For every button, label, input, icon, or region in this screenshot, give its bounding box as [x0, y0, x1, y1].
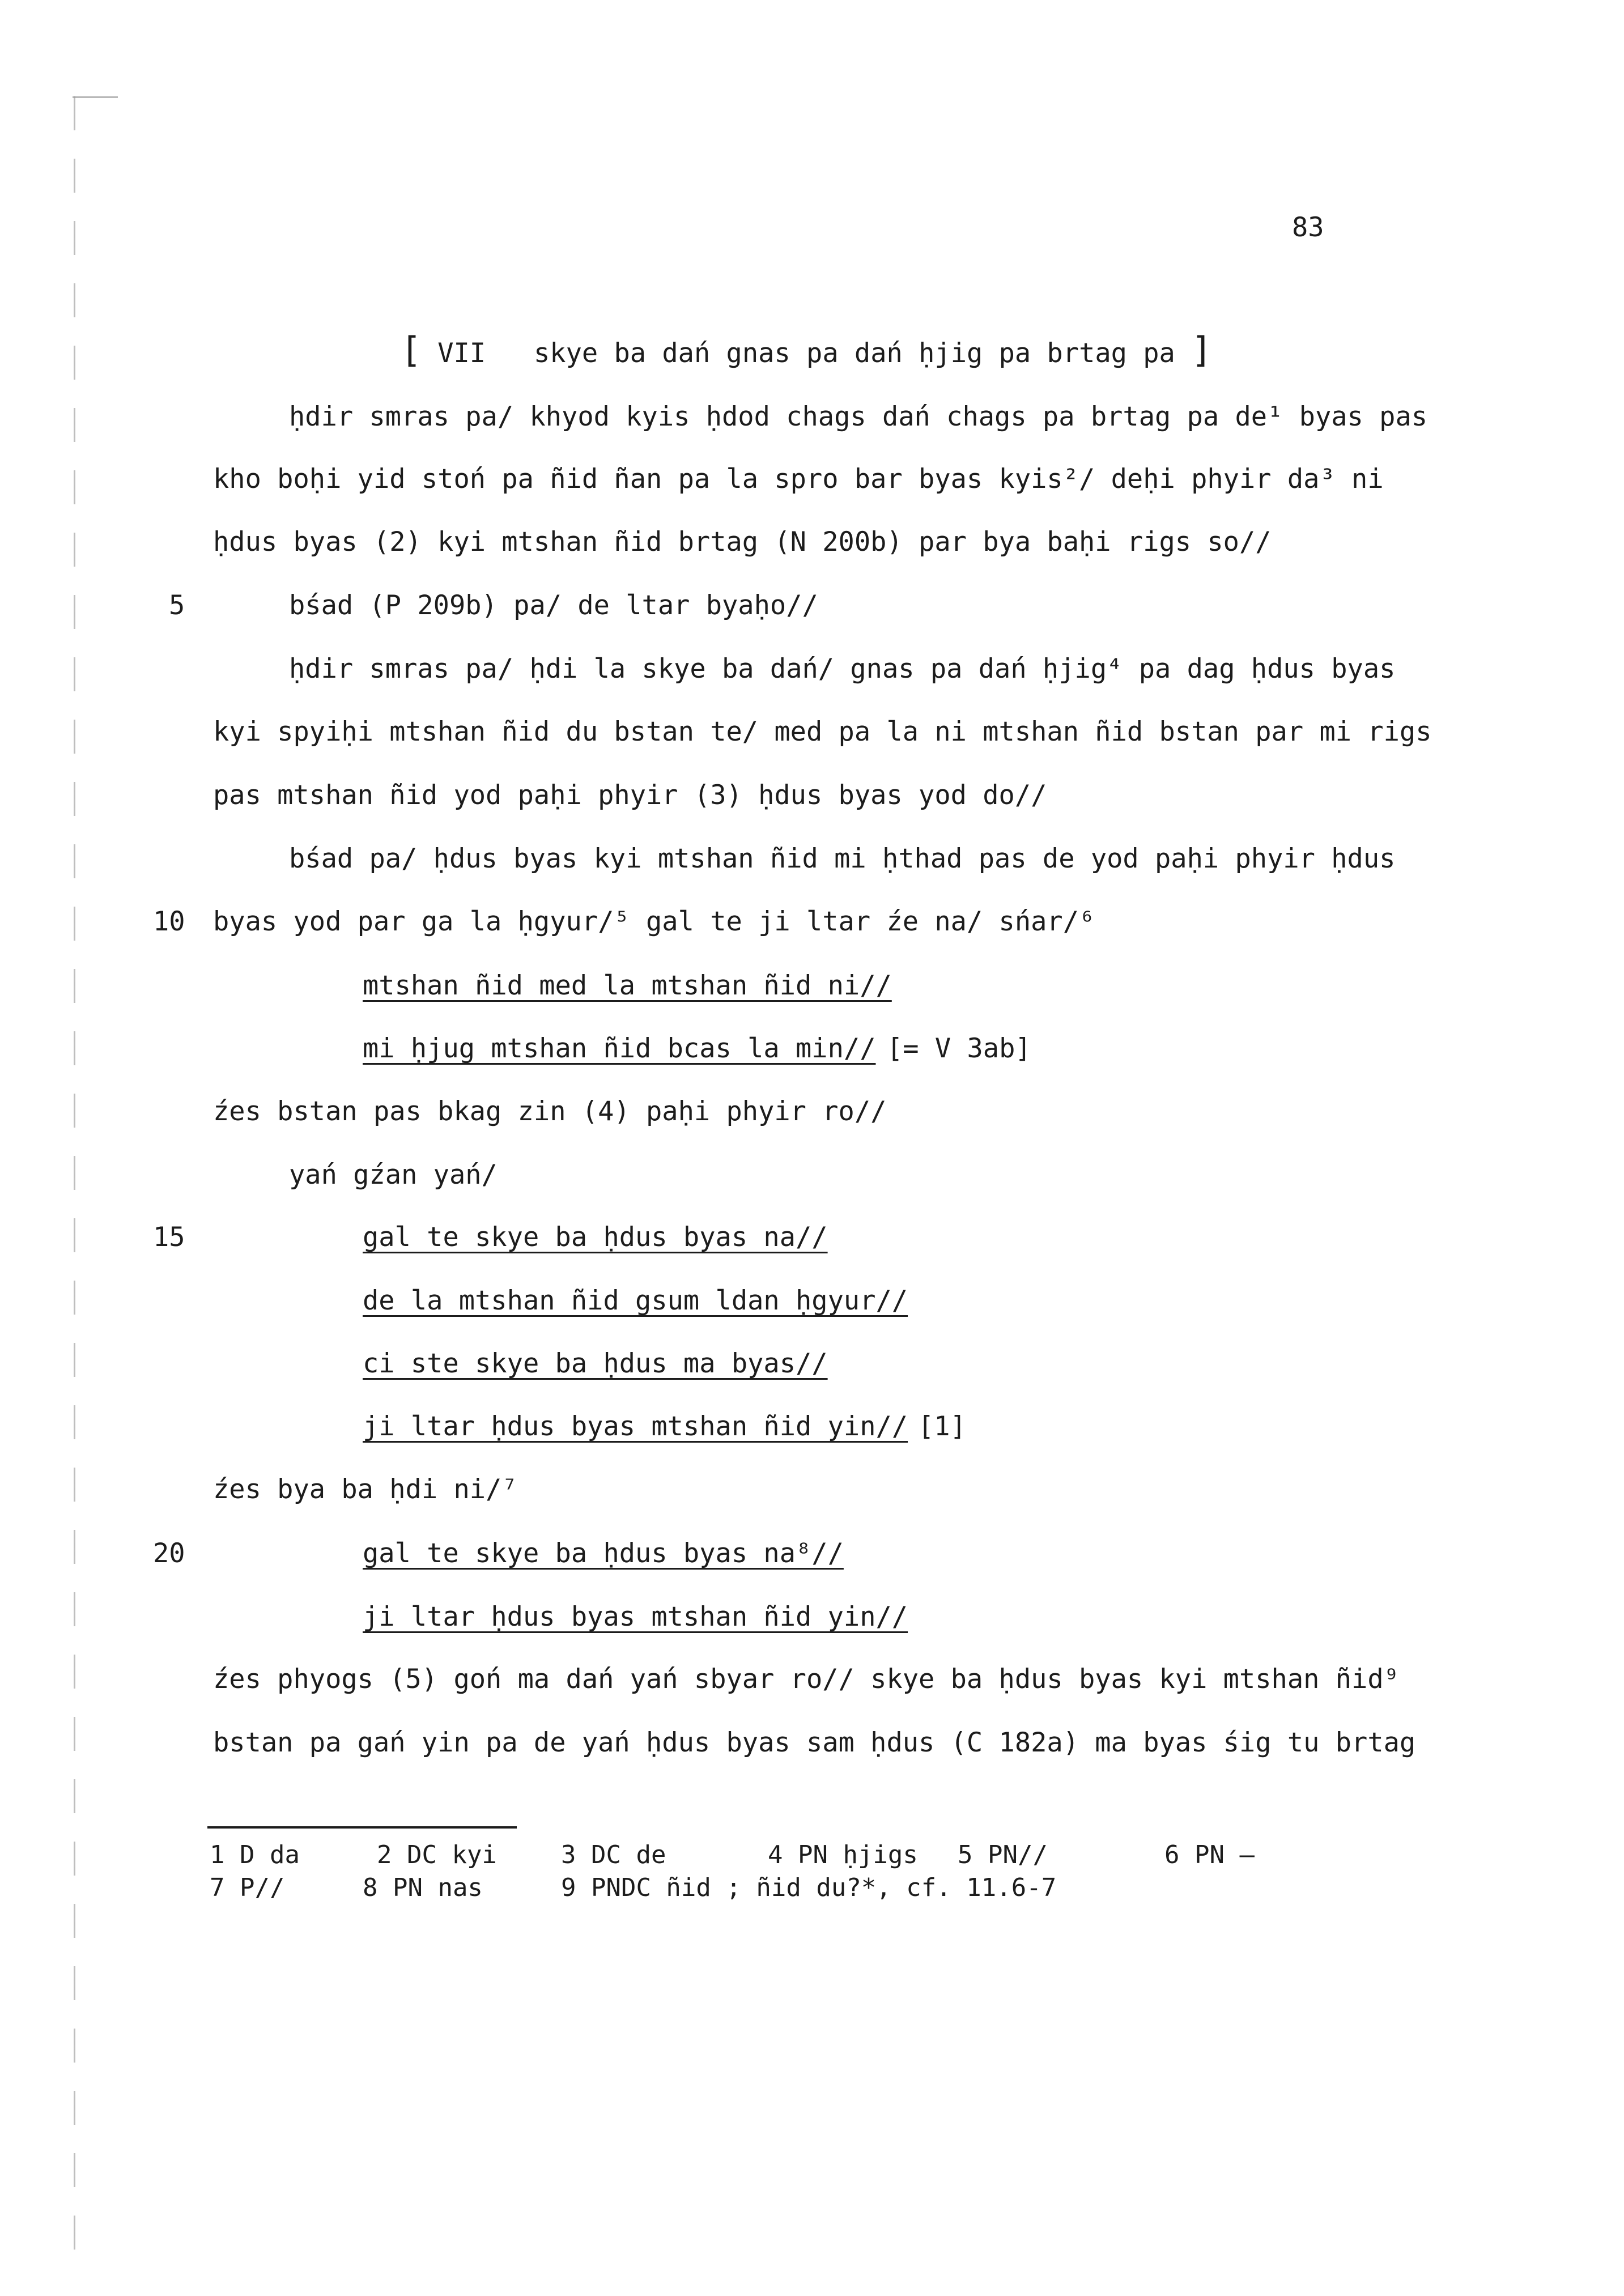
page-number: 83 — [1292, 212, 1324, 243]
footnote: 5 PN// — [958, 1840, 1048, 1869]
footnote: 4 PN ḥjigs — [768, 1840, 918, 1869]
heading-open-bracket: [ — [400, 329, 422, 371]
verse-line: ji ltar ḥdus byas mtshan ñid yin// — [363, 1601, 908, 1632]
footnote: 7 P// — [210, 1873, 285, 1902]
footnote: 3 DC de — [561, 1840, 666, 1869]
footnote: 9 PNDC ñid ; ñid du?*, cf. 11.6-7 — [561, 1873, 1057, 1902]
scan-corner-mark — [73, 96, 118, 98]
line-number: 15 — [153, 1222, 185, 1253]
verse-reference: [= V 3ab] — [887, 1033, 1031, 1064]
text-line: yań gźan yań/ — [289, 1159, 498, 1190]
section-heading — [368, 306, 1213, 371]
verse-line: mtshan ñid med la mtshan ñid ni// — [363, 970, 892, 1001]
text-line: ḥdir smras pa/ khyod kyis ḥdod chags dań chags pa brtag pa de¹ byas pas — [289, 401, 1428, 432]
line-number: 5 — [169, 590, 185, 621]
footnote: 8 PN nas — [363, 1873, 483, 1902]
text-line: bstan pa gań yin pa de yań ḥdus byas sam ḥdus (C 182a) ma byas śig tu brtag — [213, 1727, 1416, 1758]
text-line: kyi spyiḥi mtshan ñid du bstan te/ med pa la ni mtshan ñid bstan par mi rigs — [213, 716, 1432, 747]
heading-close-bracket: ] — [1191, 329, 1213, 371]
text-line: pas mtshan ñid yod paḥi phyir (3) ḥdus byas yod do// — [213, 780, 1047, 811]
verse-line: gal te skye ba ḥdus byas na// — [363, 1222, 828, 1253]
footnote: 6 PN — — [1164, 1840, 1255, 1869]
margin-scan-edge — [74, 96, 75, 2250]
text-line: źes bstan pas bkag zin (4) paḥi phyir ro// — [213, 1096, 887, 1127]
text-line: źes bya ba ḥdi ni/⁷ — [213, 1474, 518, 1505]
text-line: bśad pa/ ḥdus byas kyi mtshan ñid mi ḥthad pas de yod paḥi phyir ḥdus — [289, 843, 1396, 874]
verse-line: mi ḥjug mtshan ñid bcas la min// — [363, 1033, 876, 1064]
verse-line: de la mtshan ñid gsum ldan ḥgyur// — [363, 1285, 908, 1316]
verse-line: ji ltar ḥdus byas mtshan ñid yin// — [363, 1411, 908, 1442]
heading-text: VII skye ba dań gnas pa dań ḥjig pa brtag pa — [421, 338, 1192, 369]
verse-line: gal te skye ba ḥdus byas na⁸// — [363, 1538, 844, 1569]
text-line: bśad (P 209b) pa/ de ltar byaḥo// — [289, 590, 818, 621]
text-line: ḥdus byas (2) kyi mtshan ñid brtag (N 200b) par bya baḥi rigs so// — [213, 526, 1272, 558]
verse-reference: [1] — [918, 1411, 966, 1442]
line-number: 10 — [153, 906, 185, 937]
line-number: 20 — [153, 1538, 185, 1569]
footnote: 1 D da — [210, 1840, 300, 1869]
footnote: 2 DC kyi — [377, 1840, 497, 1869]
text-line: byas yod par ga la ḥgyur/⁵ gal te ji ltar źe na/ sńar/⁶ — [213, 906, 1095, 937]
footnote-rule — [207, 1826, 517, 1829]
text-line: źes phyogs (5) goń ma dań yań sbyar ro// skye ba ḥdus byas kyi mtshan ñid⁹ — [213, 1664, 1400, 1695]
text-line: ḥdir smras pa/ ḥdi la skye ba dań/ gnas pa dań ḥjig⁴ pa dag ḥdus byas — [289, 653, 1396, 684]
text-line: kho boḥi yid stoń pa ñid ñan pa la spro bar byas kyis²/ deḥi phyir da³ ni — [213, 464, 1384, 495]
verse-line: ci ste skye ba ḥdus ma byas// — [363, 1348, 828, 1379]
